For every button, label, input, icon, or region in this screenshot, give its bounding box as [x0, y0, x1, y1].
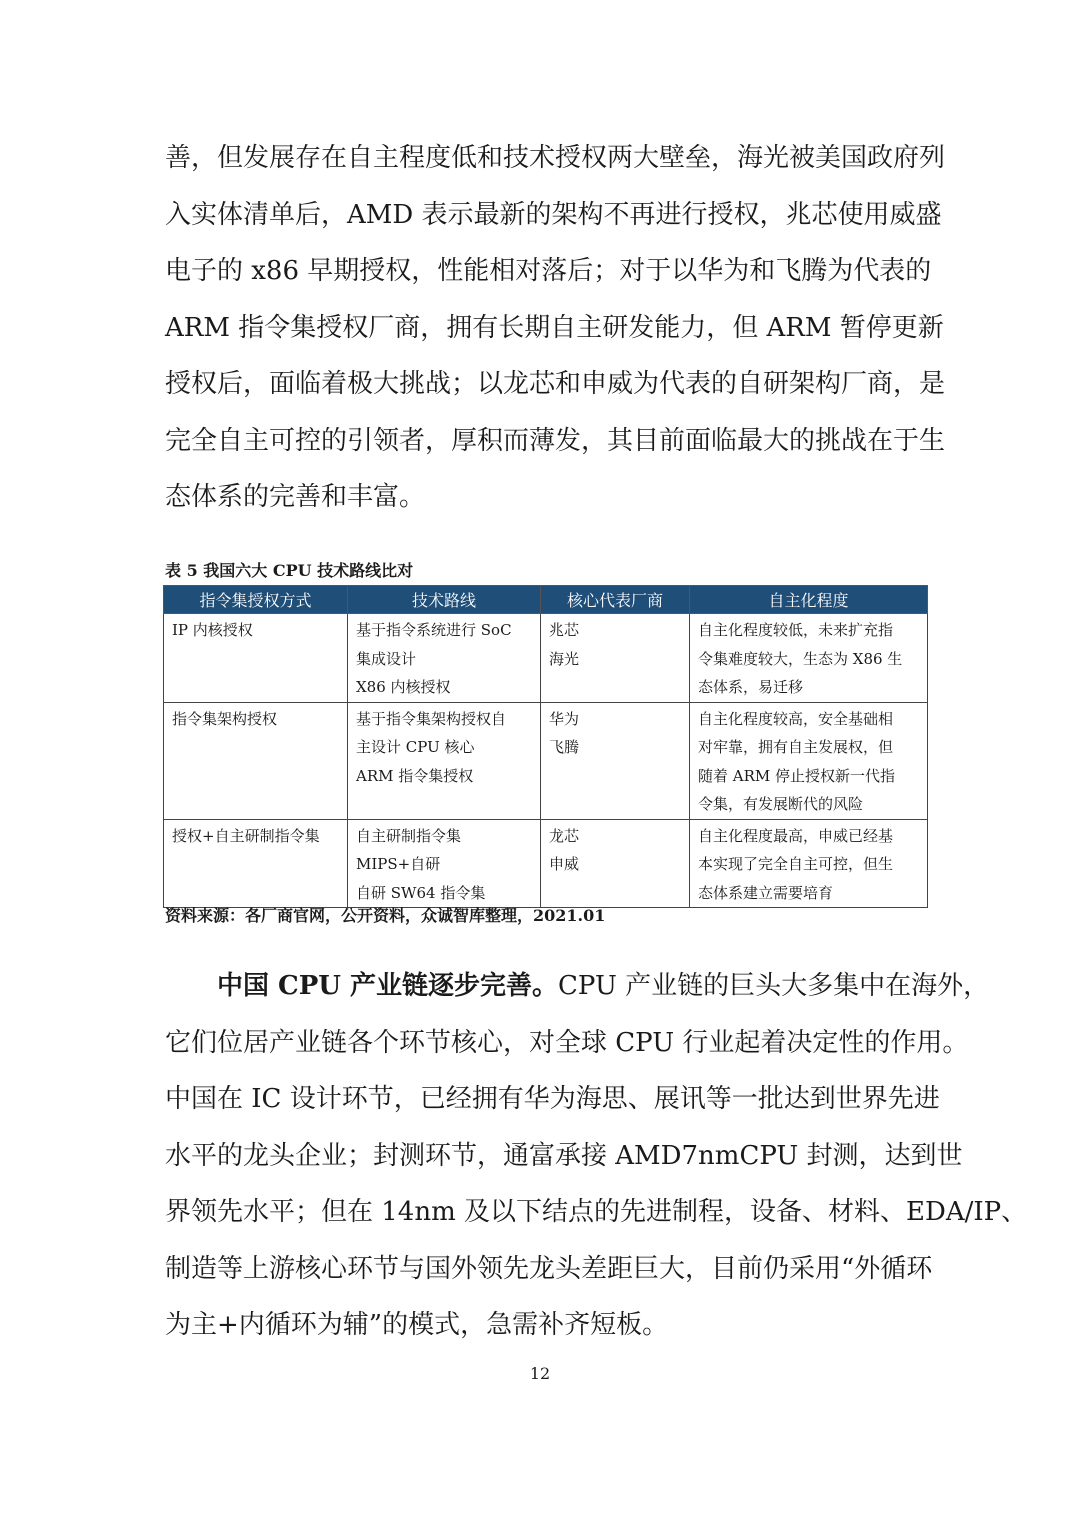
column-header: 自主化程度	[690, 586, 928, 614]
text-line: 水平的龙头企业；封测环节，通富承接 AMD7nmCPU 封测，达到世	[165, 1140, 963, 1171]
cell-mode: IP 内核授权	[164, 614, 348, 703]
cell-route: 基于指令集架构授权自 主设计 CPU 核心 ARM 指令集授权	[348, 702, 541, 819]
cell-vendors: 龙芯 申威	[541, 819, 690, 908]
text-line: 中国在 IC 设计环节，已经拥有华为海思、展讯等一批达到世界先进	[165, 1084, 940, 1114]
text-run: CPU 产业链的巨头大多集中在海外，	[558, 971, 990, 1001]
cell-vendors: 兆芯 海光	[541, 614, 690, 703]
text-line: 入实体清单后，AMD 表示最新的架构不再进行授权，兆芯使用威盛	[165, 199, 942, 230]
text-line: 界领先水平；但在 14nm 及以下结点的先进制程，设备、材料、EDA/IP、	[165, 1197, 1028, 1227]
table-row	[164, 614, 928, 703]
cell-route: 基于指令系统进行 SoC 集成设计 X86 内核授权	[348, 614, 541, 703]
paragraph-cpu-industry-chain	[165, 958, 1028, 1354]
paragraph-lead-heading: 中国 CPU 产业链逐步完善。	[217, 971, 559, 1001]
table-header-row	[164, 586, 928, 614]
column-header: 核心代表厂商	[541, 586, 690, 614]
table-source-note: 资料来源：各厂商官网，公开资料，众诚智库整理，2021.01	[165, 906, 606, 925]
text-line: 制造等上游核心环节与国外领先龙头差距巨大，目前仍采用“外循环	[165, 1253, 933, 1284]
paragraph-cpu-vendors	[165, 130, 946, 526]
text-line: ARM 指令集授权厂商，拥有长期自主研发能力，但 ARM 暂停更新	[165, 312, 944, 343]
cell-vendors: 华为 飞腾	[541, 702, 690, 819]
column-header: 指令集授权方式	[164, 586, 348, 614]
cell-autonomy: 自主化程度较高，安全基础相 对牢靠，拥有自主发展权，但 随着 ARM 停止授权新一代指 令集，有发展断代的风险	[690, 702, 928, 819]
text-line: 电子的 x86 早期授权，性能相对落后；对于以华为和飞腾为代表的	[165, 256, 932, 286]
cpu-route-comparison-table	[163, 585, 928, 908]
text-line: 态体系的完善和丰富。	[165, 482, 426, 512]
text-line: 授权后，面临着极大挑战；以龙芯和申威为代表的自研架构厂商，是	[165, 369, 946, 399]
page-number: 12	[529, 1364, 551, 1383]
table-row	[164, 819, 928, 908]
text-line: 善，但发展存在自主程度低和技术授权两大壁垒，海光被美国政府列	[165, 143, 946, 173]
text-line: 完全自主可控的引领者，厚积而薄发，其目前面临最大的挑战在于生	[165, 425, 946, 456]
cell-autonomy: 自主化程度最高，申威已经基 本实现了完全自主可控，但生 态体系建立需要培育	[690, 819, 928, 908]
cell-route: 自主研制指令集 MIPS+自研 自研 SW64 指令集	[348, 819, 541, 908]
text-line: 为主+内循环为辅”的模式，急需补齐短板。	[165, 1310, 669, 1340]
cell-mode: 指令集架构授权	[164, 702, 348, 819]
text-line	[165, 958, 990, 1015]
column-header: 技术路线	[348, 586, 541, 614]
table-caption: 表 5 我国六大 CPU 技术路线比对	[165, 561, 414, 580]
cell-mode: 授权+自主研制指令集	[164, 819, 348, 908]
cell-autonomy: 自主化程度较低，未来扩充指 令集难度较大，生态为 X86 生 态体系，易迁移	[690, 614, 928, 703]
text-line: 它们位居产业链各个环节核心，对全球 CPU 行业起着决定性的作用。	[165, 1027, 969, 1058]
table-row	[164, 702, 928, 819]
